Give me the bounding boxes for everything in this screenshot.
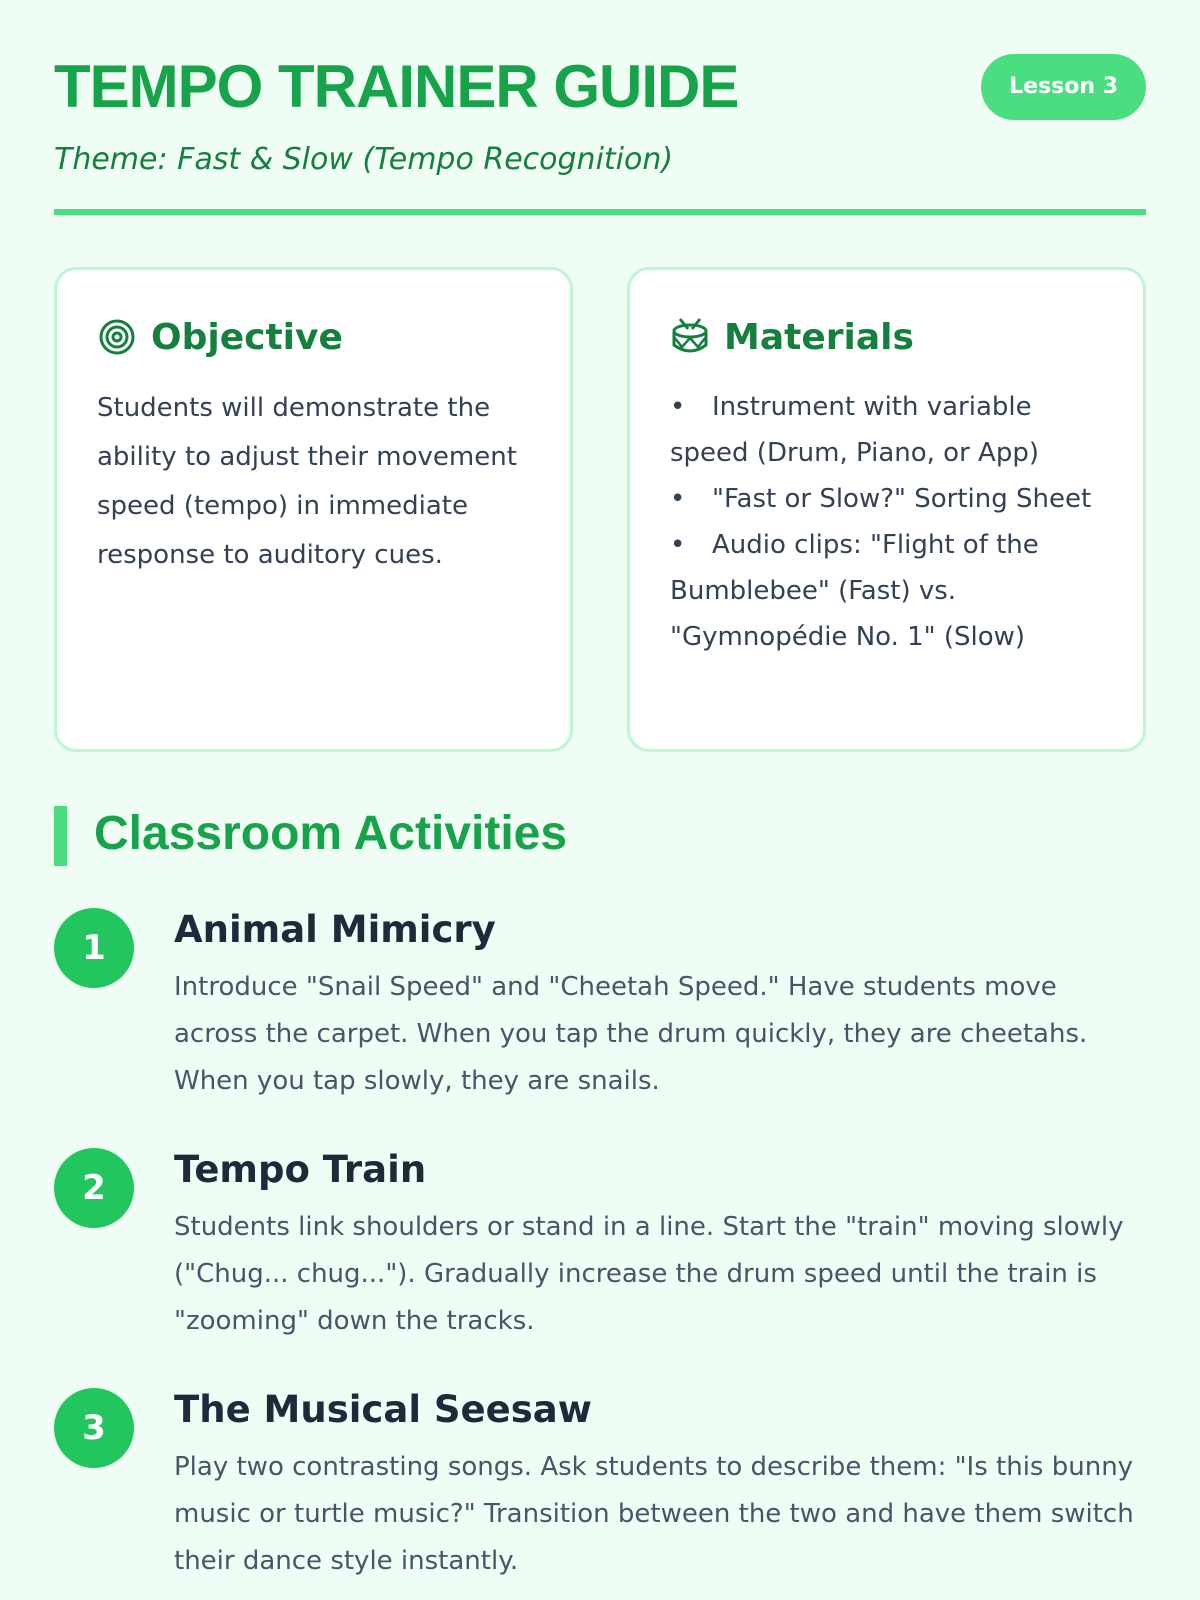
target-icon <box>97 317 137 357</box>
activity-title: The Musical Seesaw <box>174 1388 592 1431</box>
section-accent-bar <box>54 806 67 866</box>
objective-card-header <box>97 312 530 362</box>
page-title: TEMPO TRAINER GUIDE <box>54 53 739 120</box>
drum-icon <box>670 317 710 357</box>
activity-title: Animal Mimicry <box>174 908 496 951</box>
section-title: Classroom Activities <box>94 807 568 860</box>
activities-section-header <box>54 804 1146 864</box>
activity-number-badge: 1 <box>54 908 134 988</box>
header <box>54 0 1146 215</box>
activity-item <box>54 1144 1146 1384</box>
materials-title: Materials <box>724 316 914 358</box>
info-cards <box>54 267 1146 752</box>
material-text: "Fast or Slow?" Sorting Sheet <box>712 484 1092 514</box>
material-text: Instrument with variable speed (Drum, Piano, or App) <box>670 392 1039 468</box>
activities-list <box>54 904 1146 1600</box>
bullet-icon: • <box>670 530 686 560</box>
list-item <box>670 476 1103 522</box>
activity-description: Students link shoulders or stand in a line. Start the "train" moving slowly ("Chug... chug..."). Gradually increase the drum speed until the train is "zooming" down the tracks. <box>174 1212 1124 1336</box>
materials-card-header <box>670 312 1103 362</box>
activity-description: Introduce "Snail Speed" and "Cheetah Speed." Have students move across the carpet. When you tap the drum quickly, they are cheetahs. When you tap slowly, they are snails. <box>174 972 1088 1096</box>
materials-list <box>670 384 1103 660</box>
objective-card <box>54 267 573 752</box>
activity-title: Tempo Train <box>174 1148 427 1191</box>
activity-description: Play two contrasting songs. Ask students to describe them: "Is this bunny music or turtle music?" Transition between the two and have them switch their dance style instantly. <box>174 1452 1134 1576</box>
activity-number-badge: 3 <box>54 1388 134 1468</box>
activity-number-badge: 2 <box>54 1148 134 1228</box>
page-subtitle: Theme: Fast & Slow (Tempo Recognition) <box>54 142 674 177</box>
bullet-icon: • <box>670 392 686 422</box>
bullet-icon: • <box>670 484 686 514</box>
list-item <box>670 522 1103 660</box>
objective-title: Objective <box>151 316 343 358</box>
activity-item <box>54 1384 1146 1600</box>
materials-card <box>627 267 1146 752</box>
objective-text: Students will demonstrate the ability to adjust their movement speed (tempo) in immediate response to auditory cues. <box>97 393 517 570</box>
material-text: Audio clips: "Flight of the Bumblebee" (Fast) vs. "Gymnopédie No. 1" (Slow) <box>670 530 1039 652</box>
lesson-badge: Lesson 3 <box>981 54 1146 120</box>
list-item <box>670 384 1103 476</box>
activity-item <box>54 904 1146 1144</box>
